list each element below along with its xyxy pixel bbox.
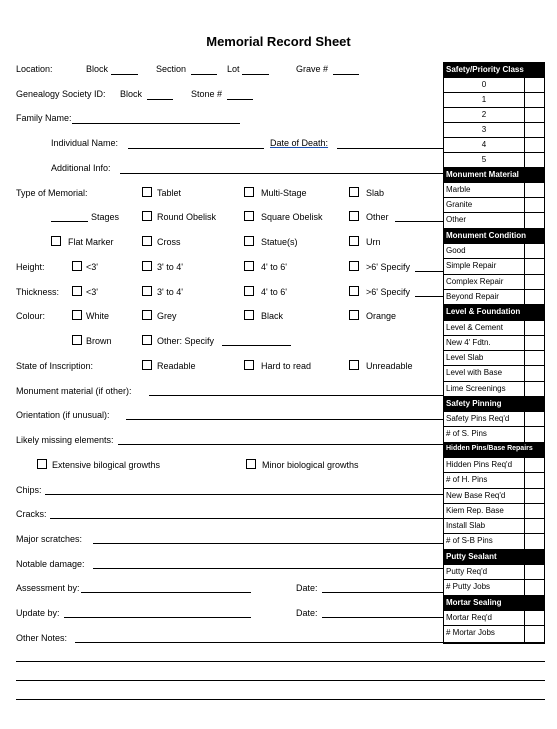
- other-colour-checkbox[interactable]: [142, 335, 152, 345]
- priority-row[interactable]: 5: [444, 153, 544, 168]
- brown-checkbox[interactable]: [72, 335, 82, 345]
- state-of-inscription-label: State of Inscription:: [16, 361, 94, 371]
- height-lt3-checkbox[interactable]: [72, 261, 82, 271]
- additional-info-field[interactable]: [120, 173, 443, 174]
- location-grave-label: Grave #: [296, 64, 329, 74]
- minor-growths-label: Minor biological growths: [262, 460, 359, 470]
- slab-label: Slab: [366, 188, 385, 198]
- location-block-label: Block: [86, 64, 109, 74]
- location-section-field[interactable]: [191, 74, 217, 75]
- minor-growths-checkbox[interactable]: [246, 459, 256, 469]
- other-notes-line-4[interactable]: [16, 699, 545, 700]
- extensive-growths-label: Extensive bilogical growths: [52, 460, 161, 470]
- height-gt6-checkbox[interactable]: [349, 261, 359, 271]
- thickness-lt3-label: <3': [86, 287, 98, 297]
- orientation-label: Orientation (if unusual):: [16, 410, 110, 420]
- update-date-field[interactable]: [322, 617, 443, 618]
- grey-label: Grey: [157, 311, 177, 321]
- other-type-checkbox[interactable]: [349, 211, 359, 221]
- hidden-pins-row[interactable]: Kiem Rep. Base: [444, 504, 544, 519]
- pinning-row[interactable]: Safety Pins Req'd: [444, 412, 544, 427]
- monument-material-heading: Monument Material: [444, 168, 544, 183]
- multi-stage-label: Multi-Stage: [261, 188, 307, 198]
- genealogy-stone-label: Stone #: [191, 89, 223, 99]
- white-label: White: [86, 311, 110, 321]
- extensive-growths-checkbox[interactable]: [37, 459, 47, 469]
- assessment-date-label: Date:: [296, 583, 318, 593]
- hidden-pins-row[interactable]: # of H. Pins: [444, 473, 544, 489]
- update-date-label: Date:: [296, 608, 318, 618]
- thickness-3to4-label: 3' to 4': [157, 287, 183, 297]
- mortar-sealing-heading: Mortar Sealing: [444, 596, 544, 611]
- level-foundation-heading: Level & Foundation: [444, 305, 544, 321]
- thickness-specify-field[interactable]: [415, 296, 443, 297]
- location-section-label: Section: [156, 64, 187, 74]
- priority-side-table: [443, 62, 545, 644]
- priority-row[interactable]: 4: [444, 138, 544, 153]
- material-row[interactable]: Marble: [444, 183, 544, 198]
- location-lot-field[interactable]: [242, 74, 269, 75]
- chips-field[interactable]: [45, 494, 443, 495]
- thickness-label: Thickness:: [16, 287, 60, 297]
- cracks-field[interactable]: [50, 518, 443, 519]
- cross-label: Cross: [157, 237, 181, 247]
- family-name-label: Family Name:: [16, 113, 72, 123]
- page-title: Memorial Record Sheet: [206, 34, 351, 49]
- location-grave-field[interactable]: [333, 74, 359, 75]
- monument-material-label: Monument material (if other):: [16, 386, 132, 396]
- foundation-row[interactable]: Level Slab: [444, 351, 544, 366]
- update-by-label: Update by:: [16, 608, 60, 618]
- height-specify-field[interactable]: [415, 271, 443, 272]
- putty-row[interactable]: # Putty Jobs: [444, 580, 544, 596]
- putty-row[interactable]: Putty Req'd: [444, 565, 544, 580]
- stages-label: Stages: [91, 212, 120, 222]
- orientation-field[interactable]: [126, 419, 443, 420]
- thickness-gt6-label: >6' Specify: [366, 287, 410, 297]
- brown-label: Brown: [86, 336, 112, 346]
- thickness-3to4-checkbox[interactable]: [142, 286, 152, 296]
- putty-sealant-heading: Putty Sealant: [444, 550, 544, 565]
- grey-checkbox[interactable]: [142, 310, 152, 320]
- height-label: Height:: [16, 262, 45, 272]
- chips-label: Chips:: [16, 485, 42, 495]
- safety-pinning-heading: Safety Pinning: [444, 397, 544, 412]
- condition-row[interactable]: Beyond Repair: [444, 290, 544, 305]
- material-row[interactable]: Other: [444, 213, 544, 229]
- foundation-row[interactable]: Level & Cement: [444, 321, 544, 336]
- condition-row[interactable]: Simple Repair: [444, 259, 544, 275]
- readable-checkbox[interactable]: [142, 360, 152, 370]
- major-scratches-label: Major scratches:: [16, 534, 83, 544]
- height-4to6-checkbox[interactable]: [244, 261, 254, 271]
- priority-row[interactable]: 3: [444, 123, 544, 138]
- foundation-row[interactable]: Lime Screenings: [444, 382, 544, 397]
- date-of-death-field[interactable]: [337, 148, 443, 149]
- major-scratches-field[interactable]: [93, 543, 443, 544]
- update-by-field[interactable]: [64, 617, 251, 618]
- hidden-pins-row[interactable]: New Base Req'd: [444, 489, 544, 504]
- hidden-pins-heading: Hidden Pins/Base Repairs: [444, 443, 544, 458]
- tablet-checkbox[interactable]: [142, 187, 152, 197]
- height-4to6-label: 4' to 6': [261, 262, 287, 272]
- square-obelisk-label: Square Obelisk: [261, 212, 323, 222]
- multi-stage-checkbox[interactable]: [244, 187, 254, 197]
- black-checkbox[interactable]: [244, 310, 254, 320]
- height-gt6-label: >6' Specify: [366, 262, 410, 272]
- individual-name-field[interactable]: [128, 148, 264, 149]
- likely-missing-label: Likely missing elements:: [16, 435, 114, 445]
- hidden-pins-row[interactable]: Install Slab: [444, 519, 544, 534]
- additional-info-label: Additional Info:: [51, 163, 111, 173]
- date-of-death-label: Date of Death:: [270, 138, 329, 148]
- location-block-field[interactable]: [111, 74, 138, 75]
- location-lot-label: Lot: [227, 64, 240, 74]
- other-notes-line-2[interactable]: [16, 661, 545, 662]
- mortar-row[interactable]: Mortar Req'd: [444, 611, 544, 626]
- pinning-row[interactable]: # of S. Pins: [444, 427, 544, 443]
- statues-checkbox[interactable]: [244, 236, 254, 246]
- notable-damage-label: Notable damage:: [16, 559, 85, 569]
- genealogy-label: Genealogy Society ID:: [16, 89, 106, 99]
- unreadable-checkbox[interactable]: [349, 360, 359, 370]
- black-label: Black: [261, 311, 284, 321]
- slab-checkbox[interactable]: [349, 187, 359, 197]
- genealogy-block-field[interactable]: [147, 99, 173, 100]
- mortar-row[interactable]: # Mortar Jobs: [444, 626, 544, 643]
- urn-checkbox[interactable]: [349, 236, 359, 246]
- height-lt3-label: <3': [86, 262, 98, 272]
- orange-label: Orange: [366, 311, 397, 321]
- type-of-memorial-label: Type of Memorial:: [16, 188, 88, 198]
- priority-row[interactable]: 0: [444, 78, 544, 93]
- other-colour-label: Other: Specify: [157, 336, 215, 346]
- orange-checkbox[interactable]: [349, 310, 359, 320]
- other-notes-label: Other Notes:: [16, 633, 68, 643]
- unreadable-label: Unreadable: [366, 361, 413, 371]
- other-colour-field[interactable]: [222, 345, 291, 346]
- hidden-pins-row[interactable]: Hidden Pins Req'd: [444, 458, 544, 473]
- height-3to4-label: 3' to 4': [157, 262, 183, 272]
- safety-priority-heading: Safety/Priority Class: [444, 63, 544, 78]
- condition-row[interactable]: Good: [444, 244, 544, 259]
- likely-missing-field[interactable]: [118, 444, 443, 445]
- condition-row[interactable]: Complex Repair: [444, 275, 544, 290]
- tablet-label: Tablet: [157, 188, 182, 198]
- statues-label: Statue(s): [261, 237, 298, 247]
- round-obelisk-checkbox[interactable]: [142, 211, 152, 221]
- assessment-by-label: Assessment by:: [16, 583, 80, 593]
- genealogy-block-label: Block: [120, 89, 143, 99]
- monument-material-field[interactable]: [149, 395, 443, 396]
- thickness-4to6-label: 4' to 6': [261, 287, 287, 297]
- round-obelisk-label: Round Obelisk: [157, 212, 217, 222]
- assessment-by-field[interactable]: [81, 592, 251, 593]
- cross-checkbox[interactable]: [142, 236, 152, 246]
- genealogy-stone-field[interactable]: [227, 99, 253, 100]
- family-name-field[interactable]: [72, 123, 240, 124]
- foundation-row[interactable]: New 4' Fdtn.: [444, 336, 544, 351]
- hidden-pins-row[interactable]: # of S-B Pins: [444, 534, 544, 550]
- priority-row[interactable]: 1: [444, 93, 544, 108]
- material-row[interactable]: Granite: [444, 198, 544, 213]
- thickness-gt6-checkbox[interactable]: [349, 286, 359, 296]
- location-label: Location:: [16, 64, 53, 74]
- height-3to4-checkbox[interactable]: [142, 261, 152, 271]
- colour-label: Colour:: [16, 311, 46, 321]
- stages-field[interactable]: [51, 221, 88, 222]
- priority-row[interactable]: 2: [444, 108, 544, 123]
- thickness-lt3-checkbox[interactable]: [72, 286, 82, 296]
- monument-condition-heading: Monument Condition: [444, 229, 544, 244]
- thickness-4to6-checkbox[interactable]: [244, 286, 254, 296]
- hard-to-read-label: Hard to read: [261, 361, 312, 371]
- urn-label: Urn: [366, 237, 381, 247]
- flat-marker-label: Flat Marker: [68, 237, 114, 247]
- readable-label: Readable: [157, 361, 196, 371]
- cracks-label: Cracks:: [16, 509, 47, 519]
- notable-damage-field[interactable]: [93, 568, 443, 569]
- white-checkbox[interactable]: [72, 310, 82, 320]
- flat-marker-checkbox[interactable]: [51, 236, 61, 246]
- assessment-date-field[interactable]: [322, 592, 443, 593]
- other-notes-line-3[interactable]: [16, 680, 545, 681]
- hard-to-read-checkbox[interactable]: [244, 360, 254, 370]
- individual-name-label: Individual Name:: [51, 138, 119, 148]
- other-type-label: Other: [366, 212, 389, 222]
- other-type-field[interactable]: [395, 221, 443, 222]
- square-obelisk-checkbox[interactable]: [244, 211, 254, 221]
- foundation-row[interactable]: Level with Base: [444, 366, 544, 382]
